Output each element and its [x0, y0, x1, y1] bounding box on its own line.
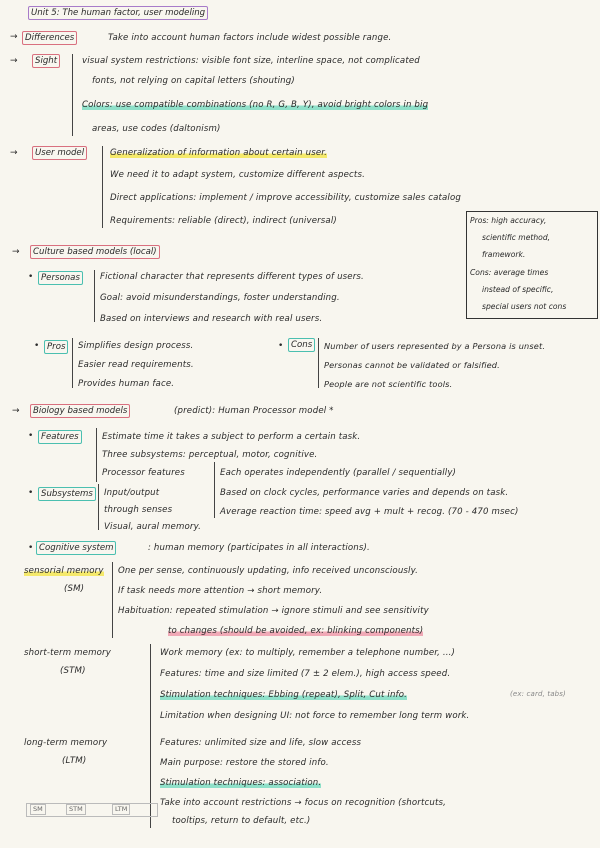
side-note-line-4: Cons: average times: [470, 268, 549, 277]
bullet-icon: •: [28, 431, 34, 441]
features-line-4: Based on clock cycles, performance varies and depends on task.: [220, 488, 509, 498]
subsystems-line-3: Visual, aural memory.: [104, 522, 202, 532]
user-model-line-2: We need it to adapt system, customize different aspects.: [110, 170, 365, 180]
arrow-icon: →: [10, 56, 18, 66]
arrow-icon: →: [10, 148, 18, 158]
side-note-line-1: Pros: high accuracy,: [470, 216, 547, 225]
ltm-line-1: Features: unlimited size and life, slow access: [160, 738, 362, 748]
personas-line-3: Based on interviews and research with real users.: [100, 314, 323, 324]
user-model-line-1: Generalization of information about certain user.: [110, 148, 328, 158]
side-note-line-2: scientific method,: [482, 233, 551, 242]
sight-line-2: fonts, not relying on capital letters (shouting): [92, 76, 295, 86]
sensorial-line-1: One per sense, continuously updating, info received unconsciously.: [118, 566, 419, 576]
subsystems-line-1: Input/output: [104, 488, 160, 498]
stm-line-3: Stimulation techniques: Ebbing (repeat), Split, Cut info.: [160, 690, 408, 700]
sight-line-3: Colors: use compatible combinations (no R, G, B, Y), avoid bright colors in big: [82, 100, 429, 110]
bracket: [72, 54, 73, 136]
side-note-line-6: special users not cons: [482, 302, 567, 311]
stm-line-3b: (ex: card, tabs): [510, 690, 566, 698]
sight-line-1: visual system restrictions: visible font size, interline space, not complicated: [82, 56, 420, 66]
bracket: [150, 644, 151, 738]
bracket: [96, 428, 97, 482]
bracket: [318, 338, 319, 388]
differences-label: Differences: [22, 31, 77, 45]
bullet-icon: •: [28, 543, 34, 553]
pros-line-3: Provides human face.: [78, 379, 175, 389]
sight-label: Sight: [32, 54, 60, 68]
cognitive-label: Cognitive system: [36, 541, 116, 555]
features-line-5: Average reaction time: speed avg + mult + recog. (70 - 470 msec): [220, 507, 519, 517]
personas-label: Personas: [38, 271, 83, 285]
subsystems-line-2: through senses: [104, 505, 173, 515]
user-model-line-3: Direct applications: implement / improve accessibility, customize sales catalog: [110, 193, 461, 203]
personas-line-2: Goal: avoid misunderstandings, foster understanding.: [100, 293, 340, 303]
arrow-icon: →: [12, 406, 20, 416]
stm-line-1: Work memory (ex: to multiply, remember a telephone number, ...): [160, 648, 456, 658]
sensorial-line-3: Habituation: repeated stimulation → ignore stimuli and see sensitivity: [118, 606, 429, 616]
bracket: [102, 146, 103, 228]
bullet-icon: •: [28, 272, 34, 282]
flow-stm: STM: [66, 804, 86, 815]
cons-line-1: Number of users represented by a Persona is unset.: [324, 341, 546, 351]
ltm-line-4: Take into account restrictions → focus on recognition (shortcuts,: [160, 798, 447, 808]
features-label: Features: [38, 430, 82, 444]
features-line-1: Estimate time it takes a subject to perform a certain task.: [102, 432, 361, 442]
side-note-line-3: framework.: [482, 250, 526, 259]
personas-line-1: Fictional character that represents different types of users.: [100, 272, 364, 282]
pros-label: Pros: [44, 340, 68, 354]
stm-abbr: (STM): [60, 666, 86, 676]
biology-rest: (predict): Human Processor model *: [174, 406, 334, 416]
side-note-line-5: instead of specific,: [482, 285, 554, 294]
cons-line-2: Personas cannot be validated or falsified.: [324, 360, 500, 370]
sensorial-name: sensorial memory: [24, 566, 104, 576]
user-model-label: User model: [32, 146, 87, 160]
pros-line-1: Simplifies design process.: [78, 341, 194, 351]
unit-title: Unit 5: The human factor, user modeling: [31, 8, 206, 18]
sensorial-abbr: (SM): [64, 584, 85, 594]
sensorial-line-2: If task needs more attention → short memory.: [118, 586, 323, 596]
subsystems-label: Subsystems: [38, 487, 96, 501]
bracket: [112, 562, 113, 638]
stm-line-2: Features: time and size limited (7 ± 2 elem.), high access speed.: [160, 669, 451, 679]
unit-title-box: [28, 6, 208, 20]
pros-line-2: Easier read requirements.: [78, 360, 194, 370]
ltm-line-5: tooltips, return to default, etc.): [172, 816, 311, 826]
flow-sm: SM: [30, 804, 46, 815]
bullet-icon: •: [34, 341, 40, 351]
cons-label: Cons: [288, 338, 315, 352]
bullet-icon: •: [278, 341, 284, 351]
features-line-2: Three subsystems: perceptual, motor, cognitive.: [102, 450, 318, 460]
culture-label: Culture based models (local): [30, 245, 160, 259]
cognitive-rest: : human memory (participates in all interactions).: [148, 543, 370, 553]
features-line-3b: Each operates independently (parallel / sequentially): [220, 468, 457, 478]
arrow-icon: →: [12, 247, 20, 257]
bracket: [98, 484, 99, 530]
ltm-abbr: (LTM): [62, 756, 87, 766]
ltm-line-2: Main purpose: restore the stored info.: [160, 758, 329, 768]
arrow-icon: →: [10, 32, 18, 42]
sight-line-4: areas, use codes (daltonism): [92, 124, 221, 134]
flow-ltm: LTM: [112, 804, 130, 815]
user-model-line-4: Requirements: reliable (direct), indirect (universal): [110, 216, 337, 226]
ltm-name: long-term memory: [24, 738, 108, 748]
memory-flow-sketch: [26, 803, 158, 817]
ltm-line-3: Stimulation techniques: association.: [160, 778, 322, 788]
sensorial-line-4: to changes (should be avoided, ex: blinking components): [168, 626, 424, 636]
cons-line-3: People are not scientific tools.: [324, 379, 453, 389]
stm-name: short-term memory: [24, 648, 111, 658]
biology-label: Biology based models: [30, 404, 130, 418]
bracket: [72, 338, 73, 388]
differences-text: Take into account human factors include widest possible range.: [108, 33, 392, 43]
bullet-icon: •: [28, 488, 34, 498]
bracket: [94, 270, 95, 322]
stm-line-4: Limitation when designing UI: not force to remember long term work.: [160, 711, 470, 721]
features-line-3a: Processor features: [102, 468, 185, 478]
bracket: [214, 462, 215, 518]
